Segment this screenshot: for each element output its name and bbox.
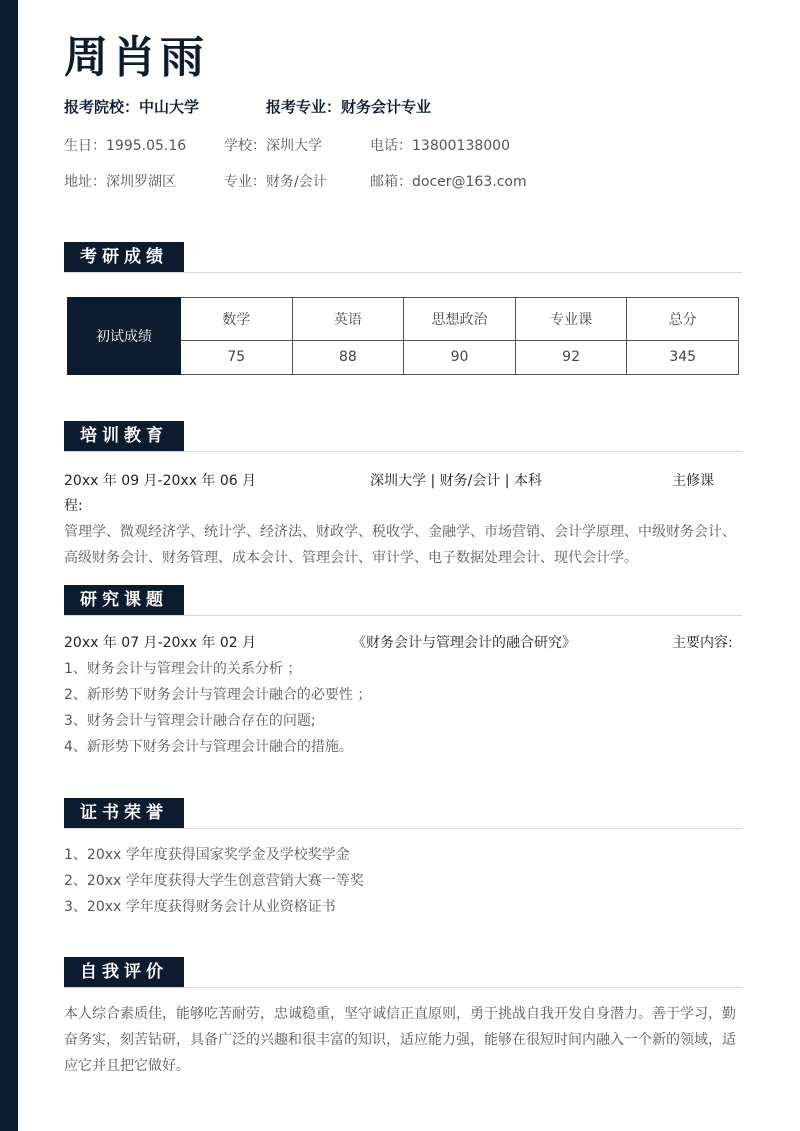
- list-item: 1、20xx 学年度获得国家奖学金及学校奖学金: [64, 847, 350, 863]
- education-school: 深圳大学 | 财务/会计 | 本科: [370, 473, 542, 489]
- section-title-education: 培训教育: [64, 421, 184, 451]
- section-header-scores: [64, 242, 742, 273]
- left-accent-bar: [0, 0, 18, 1131]
- info-phone: 电话：13800138000: [370, 138, 510, 154]
- section-header-certificates: [64, 798, 742, 829]
- scores-col-math: 数学: [181, 298, 293, 341]
- list-item: 4、新形势下财务会计与管理会计融合的措施。: [64, 739, 353, 755]
- certificates-list: [64, 842, 744, 920]
- info-birthday: 生日：1995.05.16: [64, 138, 187, 154]
- list-item: 1、财务会计与管理会计的关系分析 ；: [64, 661, 302, 677]
- list-item: 2、新形势下财务会计与管理会计融合的必要性 ；: [64, 687, 372, 703]
- education-courses-label: 主修课: [672, 473, 714, 489]
- info-major: 专业：财务/会计: [224, 174, 327, 190]
- apply-school: 报考院校：中山大学: [64, 98, 200, 116]
- scores-val-english: 88: [292, 340, 404, 374]
- scores-table: [67, 297, 739, 375]
- section-header-self-eval: [64, 957, 742, 988]
- section-title-scores: 考研成绩: [64, 242, 184, 272]
- scores-col-english: 英语: [292, 298, 404, 341]
- scores-val-politics: 90: [404, 340, 516, 374]
- info-address: 地址：深圳罗湖区: [64, 174, 176, 190]
- candidate-name: 周肖雨: [64, 32, 208, 83]
- research-title: 《财务会计与管理会计的融合研究》: [352, 635, 576, 651]
- scores-val-total: 345: [627, 340, 739, 374]
- scores-col-total: 总分: [627, 298, 739, 341]
- section-title-certificates: 证书荣誉: [64, 798, 184, 828]
- section-title-self-eval: 自我评价: [64, 957, 184, 987]
- scores-val-major: 92: [515, 340, 627, 374]
- scores-col-politics: 思想政治: [404, 298, 516, 341]
- apply-major: 报考专业：财务会计专业: [266, 98, 432, 116]
- education-courses-label-cont: 程:: [64, 498, 83, 514]
- info-school: 学校：深圳大学: [224, 138, 322, 154]
- section-title-research: 研究课题: [64, 585, 184, 615]
- research-list: [64, 656, 744, 760]
- scores-col-major: 专业课: [515, 298, 627, 341]
- scores-row-label: 初试成绩: [68, 298, 181, 375]
- research-period: 20xx 年 07 月-20xx 年 02 月: [64, 635, 257, 651]
- section-header-research: [64, 585, 742, 616]
- info-email: 邮箱：docer@163.com: [370, 174, 527, 190]
- education-courses: 管理学、微观经济学、统计学、经济法、财政学、税收学、金融学、市场营销、会计学原理、中级财务会计、高级财务会计、财务管理、成本会计、管理会计、审计学、电子数据处理会计、现代会计学。: [64, 524, 736, 566]
- list-item: 3、财务会计与管理会计融合存在的问题;: [64, 713, 316, 729]
- section-header-education: [64, 421, 742, 452]
- scores-val-math: 75: [181, 340, 293, 374]
- research-content-label: 主要内容:: [672, 635, 733, 651]
- list-item: 2、20xx 学年度获得大学生创意营销大赛一等奖: [64, 873, 364, 889]
- education-period: 20xx 年 09 月-20xx 年 06 月: [64, 473, 257, 489]
- list-item: 3、20xx 学年度获得财务会计从业资格证书: [64, 899, 336, 915]
- self-eval-text: 本人综合素质佳，能够吃苦耐劳，忠诚稳重，坚守诚信正直原则，勇于挑战自我开发自身潜力。善于学习，勤奋务实，刻苦钻研，具备广泛的兴趣和很丰富的知识，适应能力强，能够在很短时间内融入一个新的领域，适应它并且把它做好。: [64, 1006, 736, 1074]
